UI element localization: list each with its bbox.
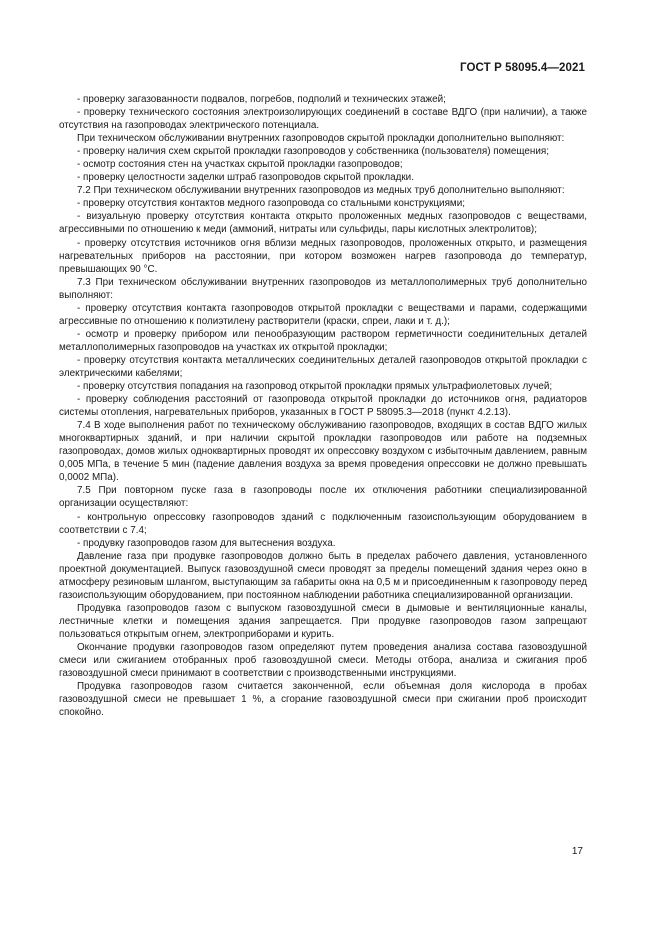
paragraph: - проверку целостности заделки штраб газопроводов скрытой прокладки.	[77, 172, 414, 184]
page-number: 17	[571, 846, 583, 857]
paragraph: - проверку наличия схем скрытой прокладки газопроводов у собственника (пользователя) помещения;	[77, 146, 549, 158]
clause-7-3: 7.3 При техническом обслуживании внутренних газопроводов из металлополимерных труб дополнительно выполняют:	[59, 276, 587, 301]
paragraph: Давление газа при продувке газопроводов должно быть в пределах рабочего давления, установленного проектной документацией. Выпуск газовоздушной смеси проводят за пределы помещений здания через окно в атмосферу резиновым шлангом, выступающим за габариты окна на 0,5 м и присоединенным к газопроводу перед газоиспользующим оборудованием, при постоянном наблюдении работника специализированной организации.	[59, 550, 587, 601]
paragraph: При техническом обслуживании внутренних газопроводов скрытой прокладки дополнительно выполняют:	[77, 133, 565, 145]
paragraph: - проверку отсутствия источников огня вблизи медных газопроводов, проложенных открыто, и размещения нагревательных приборов на расстоянии, при котором возможен нагрев газопровода до температур, превышающих 90 °С.	[59, 237, 587, 275]
clause-7-5: 7.5 При повторном пуске газа в газопроводы после их отключения работники специализированной организации осуществляют:	[59, 485, 587, 510]
clause-7-4: 7.4 В ходе выполнения работ по техническому обслуживанию газопроводов, входящих в состав ВДГО жилых многоквартирных зданий, и при наличии скрытой прокладки газопроводов или работе на подземных газопроводах, домов жилых одноквартирных проводят их опрессовку воздухом с избыточным давлением, равным 0,005 МПа, в течение 5 мин (падение давления воздуха за время проведения опрессовки не должно превышать 0,0002 МПа).	[59, 420, 587, 484]
paragraph: - проверку отсутствия контакта газопроводов открытой прокладки с веществами и парами, содержащими агрессивные по отношению к полиэтилену растворители (краски, спреи, лаки и т. д.);	[59, 302, 587, 327]
paragraph: - проверку отсутствия контакта металлических соединительных деталей газопроводов открытой прокладки с электрическими кабелями;	[59, 354, 587, 379]
document-body	[59, 93, 587, 719]
paragraph: - проверку отсутствия попадания на газопровод открытой прокладки прямых ультрафиолетовых лучей;	[77, 381, 553, 393]
paragraph: - осмотр состояния стен на участках скрытой прокладки газопроводов;	[77, 159, 403, 171]
paragraph: - контрольную опрессовку газопроводов зданий с подключенным газоиспользующим оборудованием в соответствии с 7.4;	[59, 511, 587, 536]
paragraph: - продувку газопроводов газом для вытеснения воздуха.	[77, 537, 336, 549]
clause-7-2: 7.2 При техническом обслуживании внутренних газопроводов из медных труб дополнительно выполняют:	[77, 185, 565, 197]
document-id: ГОСТ Р 58095.4—2021	[460, 62, 585, 74]
paragraph: Продувка газопроводов газом считается законченной, если объемная доля кислорода в пробах газовоздушной смеси не превышает 1 %, а сгорание газовоздушной смеси при сжигании проб происходит спокойно.	[59, 681, 587, 719]
paragraph: - проверку отсутствия контактов медного газопровода со стальными конструкциями;	[77, 198, 465, 210]
paragraph: Продувка газопроводов газом с выпуском газовоздушной смеси в дымовые и вентиляционные каналы, лестничные клетки и помещения здания запрещается. При продувке газопроводов газом запрещают пользоваться открытым огнем, электроприборами и курить.	[59, 602, 587, 640]
paragraph: - осмотр и проверку прибором или пенообразующим раствором герметичности соединительных деталей металлополимерных газопроводов на участках их открытой прокладки;	[59, 328, 587, 353]
paragraph: - визуальную проверку отсутствия контакта открыто проложенных медных газопроводов с веществами, агрессивными по отношению к меди (аммоний, нитраты или сульфиды, пары кислотных электролитов);	[59, 211, 587, 236]
paragraph: - проверку технического состояния электроизолирующих соединений в составе ВДГО (при наличии), а также отсутствия на газопроводах электрического потенциала.	[59, 107, 587, 132]
paragraph: Окончание продувки газопроводов газом определяют путем проведения анализа состава газовоздушной смеси или сжиганием отобранных проб газовоздушной смеси. Методы отбора, анализа и сжигания проб газовоздушной смеси принимают в соответствии с производственными инструкциями.	[59, 641, 587, 680]
paragraph: - проверку загазованности подвалов, погребов, подполий и технических этажей;	[77, 94, 446, 105]
paragraph: - проверку соблюдения расстояний от газопровода открытой прокладки до источников огня, радиаторов системы отопления, нагревательных приборов, указанных в ГОСТ Р 58095.3—2018 (пункт 4.2.13).	[59, 394, 587, 419]
